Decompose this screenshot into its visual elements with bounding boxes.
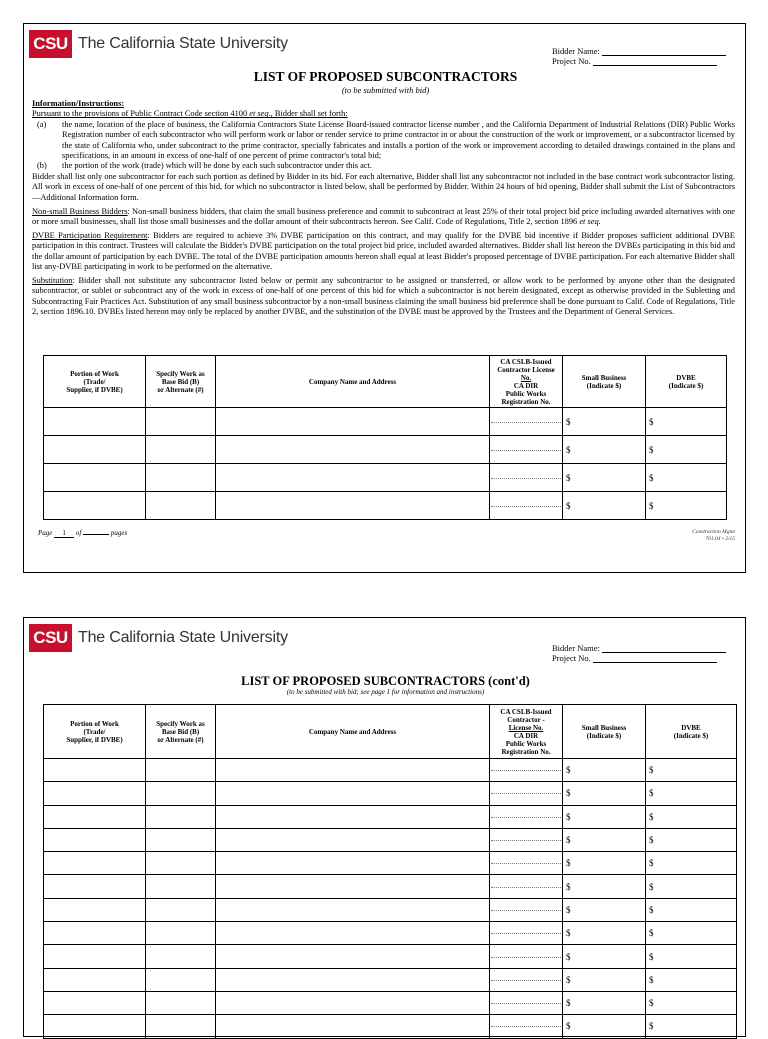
item-a-label: (a) [37, 119, 47, 129]
small-business-amount-cell[interactable] [563, 852, 646, 875]
col-header-specify: Specify Work as Base Bid (B) or Alternate (#) [146, 705, 216, 759]
small-business-amount-cell[interactable] [563, 436, 646, 464]
substitution-heading: Substitution [32, 276, 73, 285]
portion-cell[interactable] [44, 805, 146, 828]
small-business-amount-cell[interactable] [563, 408, 646, 436]
company-cell[interactable] [216, 759, 490, 782]
instruction-item-b [32, 161, 735, 171]
project-no-field[interactable] [593, 57, 717, 66]
footer-page-number[interactable]: 1 [54, 529, 74, 538]
specify-cell[interactable] [146, 945, 216, 968]
table-row [44, 852, 737, 875]
dvbe-amount-cell[interactable] [646, 805, 737, 828]
intro-text-end: , Bidder shall set forth: [270, 109, 348, 119]
col-header-company: Company Name and Address [216, 356, 490, 408]
specify-cell[interactable] [146, 408, 216, 436]
footer-total-pages[interactable] [83, 534, 109, 535]
table-row [44, 922, 737, 945]
dollar-sign: $ [566, 951, 571, 962]
dollar-sign: $ [566, 472, 571, 483]
specify-cell[interactable] [146, 991, 216, 1014]
dollar-sign: $ [649, 416, 654, 427]
license-cell[interactable] [490, 759, 563, 782]
instructions-intro [32, 109, 735, 119]
portion-cell[interactable] [44, 898, 146, 921]
instructions [32, 99, 735, 321]
license-cell[interactable] [490, 875, 563, 898]
bidder-name-field[interactable] [602, 47, 726, 56]
portion-cell[interactable] [44, 759, 146, 782]
dollar-sign: $ [566, 811, 571, 822]
bidder-name-field[interactable] [602, 644, 726, 653]
project-no-field[interactable] [593, 654, 717, 663]
small-business-amount-cell[interactable] [563, 898, 646, 921]
form-subtitle: (to be submitted with bid) [341, 85, 430, 95]
item-a-text: the name, location of the place of business, the California Contractors State License Board-issued contractor license number , and the California Department of Industrial Relations (DIR) Public Works Registration number of each subcontractor who will perform work or labor or render service to prime contractor in or about the construction of the work or improvement, or a subcontractor licensed by the state of California who, under subcontract to the prime contractor, specially fabricates and installs a portion of the work or improvement according to detailed drawings contained in the plans and specifications, in an amount in excess of one-half of one percent of prime contractor's total bid; [62, 119, 735, 161]
specify-cell[interactable] [146, 898, 216, 921]
specify-cell[interactable] [146, 759, 216, 782]
nsb-heading: Non-small Business Bidders [32, 206, 128, 216]
license-cell[interactable] [490, 922, 563, 945]
substitution-section [32, 276, 735, 318]
form-title: LIST OF PROPOSED SUBCONTRACTORS (cont'd) [241, 674, 530, 688]
dollar-sign: $ [649, 1021, 654, 1032]
table-row [44, 436, 727, 464]
company-cell[interactable] [216, 991, 490, 1014]
col-header-portion: Portion of Work (Trade/ Supplier, if DVBE) [44, 705, 146, 759]
license-cell[interactable] [490, 945, 563, 968]
small-business-amount-cell[interactable] [563, 464, 646, 492]
col-header-dvbe: DVBE (Indicate $) [646, 356, 727, 408]
form-number: 701.04 • 2/15 [705, 536, 735, 542]
form-title: LIST OF PROPOSED SUBCONTRACTORS [253, 69, 518, 84]
dollar-sign: $ [566, 788, 571, 799]
specify-cell[interactable] [146, 492, 216, 520]
small-business-amount-cell[interactable] [563, 875, 646, 898]
instruction-item-a [32, 120, 735, 162]
bidder-name-label: Bidder Name: [552, 46, 600, 56]
dollar-sign: $ [649, 951, 654, 962]
dvbe-amount-cell[interactable] [646, 759, 737, 782]
dvbe-amount-cell[interactable] [646, 828, 737, 851]
table-row [44, 464, 727, 492]
specify-cell[interactable] [146, 464, 216, 492]
instructions-heading: Information/Instructions: [32, 99, 125, 108]
small-business-amount-cell[interactable] [563, 968, 646, 991]
table-row [44, 782, 737, 805]
company-cell[interactable] [216, 408, 490, 436]
form-page-2 [23, 617, 746, 1037]
specify-cell[interactable] [146, 1015, 216, 1038]
footer-of-label: of [75, 529, 82, 537]
form-code [692, 529, 735, 543]
dollar-sign: $ [566, 974, 571, 985]
table-row [44, 945, 737, 968]
col-header-license: CA CSLB-Issued Contractor License No. CA DIR Public Works Registration No. [490, 356, 563, 408]
dollar-sign: $ [566, 444, 571, 455]
dollar-sign: $ [566, 904, 571, 915]
csu-logo [29, 624, 288, 652]
portion-cell[interactable] [44, 852, 146, 875]
portion-cell[interactable] [44, 945, 146, 968]
small-business-amount-cell[interactable] [563, 922, 646, 945]
specify-cell[interactable] [146, 782, 216, 805]
table-row [44, 759, 737, 782]
footer-page-label: Page [38, 529, 53, 537]
dollar-sign: $ [566, 835, 571, 846]
dollar-sign: $ [566, 928, 571, 939]
page-footer [38, 529, 127, 538]
dvbe-heading: DVBE Participation Requirement [32, 230, 148, 240]
dvbe-amount-cell[interactable] [646, 898, 737, 921]
small-business-amount-cell[interactable] [563, 991, 646, 1014]
intro-text: Pursuant to the provisions of Public Contract Code section 4100 [32, 109, 250, 119]
form-subtitle: (to be submitted with bid; see page 1 for information and instructions) [286, 688, 485, 696]
dollar-sign: $ [649, 500, 654, 511]
portion-cell[interactable] [44, 875, 146, 898]
dvbe-amount-cell[interactable] [646, 492, 727, 520]
dvbe-section [32, 231, 735, 273]
dollar-sign: $ [566, 881, 571, 892]
dvbe-amount-cell[interactable] [646, 991, 737, 1014]
dvbe-amount-cell[interactable] [646, 945, 737, 968]
intro-et-seq: et seq. [249, 109, 271, 119]
bidder-name-label: Bidder Name: [552, 643, 600, 653]
csu-logo-mark: CSU [29, 624, 72, 652]
dollar-sign: $ [566, 416, 571, 427]
bidder-info [552, 643, 726, 663]
form-page-1 [23, 23, 746, 573]
portion-cell[interactable] [44, 408, 146, 436]
portion-cell[interactable] [44, 436, 146, 464]
dvbe-amount-cell[interactable] [646, 968, 737, 991]
portion-cell[interactable] [44, 1015, 146, 1038]
item-b-label: (b) [37, 161, 47, 171]
table-row [44, 408, 727, 436]
small-business-amount-cell[interactable] [563, 805, 646, 828]
license-cell[interactable] [490, 464, 563, 492]
university-name: The California State University [78, 35, 288, 52]
portion-cell[interactable] [44, 828, 146, 851]
company-cell[interactable] [216, 875, 490, 898]
nsb-text: : Non-small business bidders, that claim the small business preference and commit to subcontract at least 25% of their total project bid price including awarded alternatives with one or more small businesses, shall list those small businesses and the dollar amount of their subcontracts hereon. See Calif. Code of Regulations, Title 2, section 1896 [32, 206, 735, 226]
specify-cell[interactable] [146, 805, 216, 828]
table-row [44, 1015, 737, 1038]
company-cell[interactable] [216, 828, 490, 851]
portion-cell[interactable] [44, 922, 146, 945]
table-row [44, 898, 737, 921]
company-cell[interactable] [216, 1015, 490, 1038]
table-row [44, 968, 737, 991]
bidder-info [552, 46, 726, 66]
portion-cell[interactable] [44, 464, 146, 492]
license-cell[interactable] [490, 991, 563, 1014]
subcontractor-table [43, 355, 727, 520]
dollar-sign: $ [566, 500, 571, 511]
dvbe-amount-cell[interactable] [646, 922, 737, 945]
specify-cell[interactable] [146, 875, 216, 898]
specify-cell[interactable] [146, 436, 216, 464]
dvbe-amount-cell[interactable] [646, 464, 727, 492]
dvbe-amount-cell[interactable] [646, 852, 737, 875]
dvbe-amount-cell[interactable] [646, 782, 737, 805]
table-row [44, 875, 737, 898]
license-cell[interactable] [490, 852, 563, 875]
license-cell[interactable] [490, 828, 563, 851]
company-cell[interactable] [216, 464, 490, 492]
small-business-amount-cell[interactable] [563, 492, 646, 520]
license-cell[interactable] [490, 968, 563, 991]
dollar-sign: $ [566, 998, 571, 1009]
small-business-amount-cell[interactable] [563, 828, 646, 851]
item-b-text: the portion of the work (trade) which will be done by each such subcontractor under this act. [62, 161, 373, 171]
specify-cell[interactable] [146, 852, 216, 875]
license-cell[interactable] [490, 408, 563, 436]
license-cell[interactable] [490, 805, 563, 828]
license-cell[interactable] [490, 436, 563, 464]
dollar-sign: $ [566, 858, 571, 869]
nsb-et-seq: et seq. [579, 216, 601, 226]
dollar-sign: $ [566, 1021, 571, 1032]
footer-pages-label: pages [110, 529, 128, 537]
portion-cell[interactable] [44, 782, 146, 805]
dollar-sign: $ [649, 904, 654, 915]
col-header-specify: Specify Work as Base Bid (B) or Alternate (#) [146, 356, 216, 408]
dollar-sign: $ [649, 858, 654, 869]
specify-cell[interactable] [146, 828, 216, 851]
small-business-amount-cell[interactable] [563, 759, 646, 782]
company-cell[interactable] [216, 898, 490, 921]
dvbe-amount-cell[interactable] [646, 1015, 737, 1038]
portion-cell[interactable] [44, 492, 146, 520]
dollar-sign: $ [649, 472, 654, 483]
listing-rules: Bidder shall list only one subcontractor for each such portion as defined by Bidder in its bid. For each alternative, Bidder shall list any subcontractor not included in the base contract work subcontractor listing. All work in excess of one-half of one percent of this bid, for which no subcontractor is listed below, shall be performed by Bidder. Within 24 hours of bid opening, Bidder shall submit the List of Subcontractors—Additional Information form. [32, 171, 735, 202]
table-row [44, 991, 737, 1014]
license-cell[interactable] [490, 898, 563, 921]
table-row [44, 492, 727, 520]
license-cell[interactable] [490, 492, 563, 520]
table-row [44, 805, 737, 828]
col-header-license: CA CSLB-Issued Contractor - License No. CA DIR Public Works Registration No. [490, 705, 563, 759]
dollar-sign: $ [649, 928, 654, 939]
csu-logo-mark: CSU [29, 30, 72, 58]
csu-logo [29, 30, 288, 58]
dvbe-amount-cell[interactable] [646, 436, 727, 464]
non-small-business-section [32, 207, 735, 228]
form-dept: Construction Mgmt [692, 529, 735, 535]
dollar-sign: $ [649, 788, 654, 799]
dvbe-text: : Bidders are required to achieve 3% DVBE participation on this contract, and may qualify for the DVBE bid incentive if Bidder proposes sufficient additional DVBE participation in this contract. Trustees will calculate the Bidder's DVBE participation on the total project bid price, included awarded alternatives. Bidder shall list hereon the DVBEs participating in this bid and the dollar amount of participation by each DVBE. The total of the DVBE participation amounts hereon shall equal at least Bidder's proposed percentage of DVBE participation. For each alternative Bidder shall list any-DVBE participating in work to be performed on the alternative. [32, 230, 735, 272]
project-no-label: Project No. [552, 653, 591, 663]
col-header-company: Company Name and Address [216, 705, 490, 759]
small-business-amount-cell[interactable] [563, 1015, 646, 1038]
company-cell[interactable] [216, 852, 490, 875]
col-header-small-business: Small Business (Indicate $) [563, 356, 646, 408]
small-business-amount-cell[interactable] [563, 782, 646, 805]
dvbe-amount-cell[interactable] [646, 875, 737, 898]
dollar-sign: $ [649, 811, 654, 822]
dollar-sign: $ [566, 765, 571, 776]
company-cell[interactable] [216, 436, 490, 464]
company-cell[interactable] [216, 492, 490, 520]
dollar-sign: $ [649, 998, 654, 1009]
col-header-dvbe: DVBE (Indicate $) [646, 705, 737, 759]
university-name: The California State University [78, 629, 288, 646]
dollar-sign: $ [649, 835, 654, 846]
dvbe-amount-cell[interactable] [646, 408, 727, 436]
portion-cell[interactable] [44, 968, 146, 991]
company-cell[interactable] [216, 922, 490, 945]
dollar-sign: $ [649, 765, 654, 776]
col-header-small-business: Small Business (Indicate $) [563, 705, 646, 759]
specify-cell[interactable] [146, 922, 216, 945]
table-row [44, 828, 737, 851]
portion-cell[interactable] [44, 991, 146, 1014]
dollar-sign: $ [649, 444, 654, 455]
license-cell[interactable] [490, 1015, 563, 1038]
specify-cell[interactable] [146, 968, 216, 991]
company-cell[interactable] [216, 968, 490, 991]
company-cell[interactable] [216, 782, 490, 805]
dollar-sign: $ [649, 881, 654, 892]
substitution-text: : Bidder shall not substitute any subcontractor listed below or permit any subcontractor to be assigned or transferred, or allow work to be performed by anyone other than the designated subcontractor, or sublet or subcontract any of the work in excess of one-half of one percent of this bid for which a subcontractor is not herein designated, except as otherwise provided in the Subletting and Subcontracting Fair Practices Act. Substitution of any small business subcontractor by a non-small business claiming the small business bid preference shall be done pursuant to Calif. Code of Regulations, Title 2, section 1896.10. DVBEs listed hereon may only be replaced by another DVBE, and the substitution of the DVBE must be approved by the Trustees and the Department of General Services. [32, 276, 735, 317]
project-no-label: Project No. [552, 56, 591, 66]
company-cell[interactable] [216, 945, 490, 968]
small-business-amount-cell[interactable] [563, 945, 646, 968]
company-cell[interactable] [216, 805, 490, 828]
col-header-portion: Portion of Work (Trade/ Supplier, if DVBE) [44, 356, 146, 408]
license-cell[interactable] [490, 782, 563, 805]
dollar-sign: $ [649, 974, 654, 985]
subcontractor-table-continued [43, 704, 737, 1039]
